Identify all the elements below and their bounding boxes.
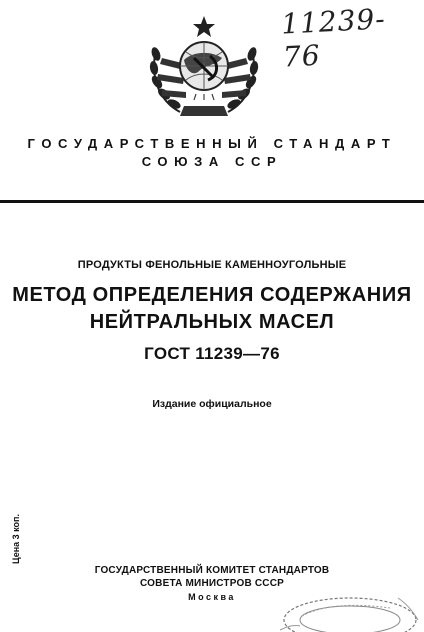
- header-line-2: СОЮЗА ССР: [141, 154, 283, 169]
- price-label: Цена 3 коп.: [11, 514, 21, 564]
- ussr-state-emblem-icon: [140, 14, 268, 122]
- document-title-line-1: МЕТОД ОПРЕДЕЛЕНИЯ СОДЕРЖАНИЯ: [12, 284, 412, 306]
- header-line-1: ГОСУДАРСТВЕННЫЙ СТАНДАРТ: [27, 136, 397, 151]
- handwritten-number: 11239-76: [280, 2, 387, 74]
- publisher-line-2: СОВЕТА МИНИСТРОВ СССР: [140, 578, 284, 589]
- publisher-city: Москва: [188, 592, 236, 602]
- document-subtitle: ПРОДУКТЫ ФЕНОЛЬНЫЕ КАМЕННОУГОЛЬНЫЕ: [77, 259, 347, 271]
- gost-number: ГОСТ 11239—76: [144, 344, 280, 363]
- library-stamp-icon: [272, 586, 422, 632]
- publisher-line-1: ГОСУДАРСТВЕННЫЙ КОМИТЕТ СТАНДАРТОВ: [94, 565, 330, 576]
- horizontal-divider: [0, 200, 424, 203]
- document-title-line-2: НЕЙТРАЛЬНЫХ МАСЕЛ: [89, 311, 335, 333]
- edition-label: Издание официальное: [152, 398, 272, 410]
